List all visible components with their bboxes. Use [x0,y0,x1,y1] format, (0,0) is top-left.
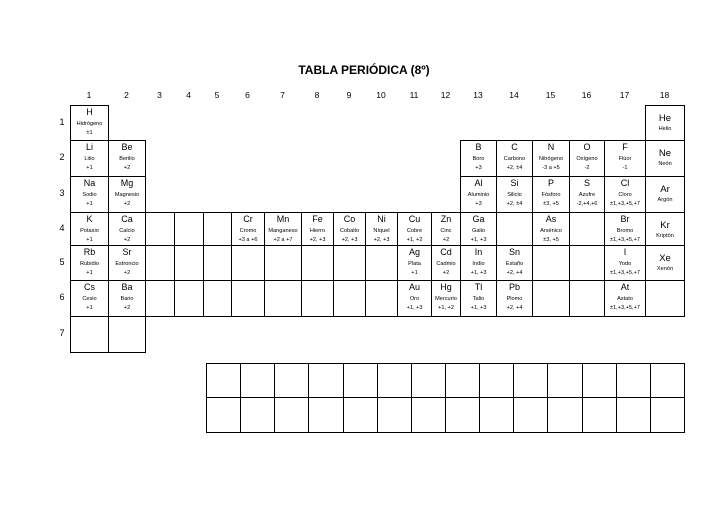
element-name: Yodo [618,261,632,267]
oxidation-states: -3 a +5 [542,165,560,171]
period-number: 4 [59,222,65,233]
element-symbol: N [547,142,555,152]
element-cell [365,280,398,317]
element-symbol: Ba [121,282,133,292]
element-symbol: As [545,214,557,224]
blank-cell [616,363,651,398]
element-name: Bario [120,296,134,302]
element-symbol: Be [121,142,133,152]
element-symbol: Fe [312,214,323,224]
element-cell [108,176,146,213]
element-symbol: Br [620,214,630,224]
oxidation-states: -2 [584,165,590,171]
group-number: 6 [245,90,250,100]
oxidation-states: ±1,+3,+5,+7 [610,270,640,276]
element-cell [604,245,646,281]
element-cell [70,140,109,177]
oxidation-states: +1, +3 [470,237,487,243]
oxidation-states: +1 [86,165,93,171]
group-number: 8 [314,90,320,100]
element-name: Arsénico [540,228,562,234]
element-cell [203,212,232,246]
blank-cell [343,397,378,433]
blank-cell [616,397,651,433]
element-cell [145,212,175,246]
element-name: Azufre [578,192,596,198]
blank-cell [240,397,275,433]
element-cell [333,280,366,317]
oxidation-states: +1 [86,270,93,276]
element-cell [397,245,432,281]
element-name: Plata [408,261,421,267]
element-symbol: Rb [83,247,96,257]
element-cell [569,140,605,177]
element-symbol: Tl [474,282,483,292]
element-name: Plomo [506,296,523,302]
group-number: 9 [346,90,352,100]
oxidation-states: +2 a +7 [273,237,293,243]
oxidation-states: +1 [86,237,93,243]
oxidation-states: +1, +2 [438,305,454,311]
element-symbol: O [583,142,591,152]
oxidation-states: +1, +2 [406,237,423,243]
oxidation-states: +2, +3 [309,237,326,243]
oxidation-states: +2, +4 [506,270,523,276]
element-cell [365,212,398,246]
element-cell [397,280,432,317]
element-cell [645,140,685,177]
oxidation-states: ±1 [86,130,93,136]
blank-cell [411,363,446,398]
element-symbol: Al [474,178,483,188]
element-symbol: P [547,178,554,188]
element-symbol: C [511,142,518,152]
element-cell [301,245,334,281]
oxidation-states: -1 [622,165,628,171]
oxidation-states: +1 [86,305,93,311]
period-number: 1 [59,116,65,127]
element-symbol: S [583,178,590,188]
group-number: 15 [545,90,556,100]
element-symbol: Cs [84,282,95,292]
element-symbol: He [658,113,672,124]
element-cell [569,212,605,246]
element-name: Indio [472,261,485,267]
element-cell [365,245,398,281]
element-cell [203,280,232,317]
oxidation-states: +1 [86,201,93,207]
period-number: 3 [59,188,65,198]
group-number: 2 [124,90,129,100]
element-cell [203,245,232,281]
group-number: 14 [509,90,519,100]
group-number: 10 [376,90,386,100]
blank-cell [479,397,514,433]
element-symbol: Cu [408,214,421,224]
blank-cell [206,363,241,398]
element-cell [264,245,302,281]
element-symbol: Au [408,282,420,292]
group-number: 11 [409,90,419,100]
blank-cell [582,363,617,398]
element-symbol: Si [510,178,519,188]
blank-cell [547,397,582,433]
element-symbol: Zn [440,214,452,224]
group-number: 12 [440,90,451,100]
element-name: Estroncio [115,261,139,267]
element-cell [108,316,146,353]
element-symbol: Ca [121,214,133,224]
period-number: 5 [59,256,65,267]
element-cell [645,212,685,246]
blank-cell [308,397,343,433]
element-cell [569,245,605,281]
element-cell [145,280,175,317]
element-name: Magnesio [114,192,140,198]
element-name: Cesio [82,296,97,302]
group-number: 1 [86,90,92,100]
element-name: Boro [472,156,485,162]
element-symbol: Pb [508,282,520,292]
element-symbol: Na [83,178,96,188]
element-name: Bromo [616,228,634,234]
element-name: Manganeso [268,228,298,234]
element-cell [496,245,533,281]
element-cell [70,212,109,246]
element-cell [70,176,109,213]
element-name: Xenón [656,266,674,272]
element-symbol: Hg [440,282,452,292]
blank-cell [343,363,378,398]
element-cell [231,245,265,281]
element-name: Carbono [503,156,526,162]
group-number: 3 [157,90,162,100]
element-cell [333,212,366,246]
oxidation-states: +2, +3 [341,237,358,243]
element-cell [460,176,497,213]
element-name: Níquel [373,228,390,234]
element-symbol: At [620,282,630,292]
element-name: Sodio [82,192,97,198]
element-name: Cinc [440,228,452,234]
oxidation-states: -2,+4,+6 [576,201,598,207]
blank-cell [377,363,412,398]
oxidation-states: +2, +4 [506,305,523,311]
oxidation-states: +1, +3 [470,305,487,311]
element-symbol: In [474,247,483,257]
element-name: Potasio [80,228,99,234]
element-cell [70,245,109,281]
element-name: Litio [84,156,95,162]
element-cell [108,280,146,317]
element-name: Cobre [406,228,423,234]
group-number: 18 [659,90,670,100]
blank-cell [513,363,548,398]
blank-cell [650,363,685,398]
element-cell [460,245,497,281]
blank-cell [582,397,617,433]
element-cell [397,212,432,246]
element-name: Cobalto [339,228,360,234]
element-cell [70,316,109,353]
element-name: Flúor [618,156,632,162]
blank-cell [445,363,480,398]
element-name: Estaño [505,261,524,267]
oxidation-states: ±1,+3,+5,+7 [610,201,640,207]
element-name: Cadmio [436,261,456,267]
element-symbol: Mn [276,214,290,224]
element-cell [532,280,570,317]
element-symbol: Ni [377,214,386,224]
element-symbol: Ag [408,247,420,257]
element-cell [460,280,497,317]
element-cell [431,212,461,246]
blank-cell [411,397,446,433]
element-cell [431,245,461,281]
element-cell [645,280,685,317]
element-cell [301,280,334,317]
oxidation-states: +3 [475,165,482,171]
group-number: 5 [214,90,220,100]
element-cell [460,140,497,177]
element-name: Silicio [507,192,522,198]
element-symbol: H [86,107,93,117]
oxidation-states: +2 [442,237,450,243]
element-cell [108,140,146,177]
blank-cell [479,363,514,398]
element-cell [70,105,109,141]
element-cell [532,212,570,246]
element-cell [569,280,605,317]
blank-cell [308,363,343,398]
element-symbol: Ne [658,148,672,159]
element-symbol: Cd [440,247,452,257]
element-cell [145,245,175,281]
blank-cell [206,397,241,433]
blank-cell [547,363,582,398]
element-name: Oxígeno [576,156,598,162]
element-cell [264,280,302,317]
oxidation-states: +2 [123,237,131,243]
oxidation-states: ±3, +5 [543,201,559,207]
element-name: Kriptón [656,233,674,239]
element-cell [645,176,685,213]
oxidation-states: +2 [123,305,131,311]
oxidation-states: +2 [123,165,131,171]
blank-cell [240,363,275,398]
element-name: Galio [471,228,486,234]
period-number: 7 [59,328,65,338]
element-symbol: Co [343,214,356,224]
element-cell [174,280,204,317]
element-symbol: I [623,247,627,257]
element-cell [108,212,146,246]
oxidation-states: +1, +3 [470,270,487,276]
oxidation-states: +2, +3 [373,237,390,243]
element-cell [496,176,533,213]
element-cell [496,280,533,317]
element-symbol: Li [85,142,93,152]
element-symbol: B [475,142,482,152]
element-name: Rubidio [80,261,99,267]
element-name: Nitrógeno [538,156,564,162]
element-cell [532,140,570,177]
oxidation-states: +2 [123,270,131,276]
element-symbol: Cl [620,178,630,188]
page-title: TABLA PERIÓDICA (8º) [298,63,430,77]
period-number: 2 [59,152,65,162]
element-cell [604,140,646,177]
group-number: 16 [581,90,592,100]
element-cell [333,245,366,281]
oxidation-states: ±1,+3,+5,+7 [610,305,640,311]
group-number: 13 [473,90,483,100]
element-cell [231,280,265,317]
element-name: Helio [658,126,672,132]
element-cell [645,245,685,281]
element-symbol: K [86,214,93,224]
element-cell [604,212,646,246]
element-cell [645,105,685,141]
element-name: Oro [409,296,420,302]
element-name: Aluminio [467,192,490,198]
group-number: 4 [186,90,191,100]
oxidation-states: +2 [123,201,131,207]
element-name: Hidrógeno [76,121,103,127]
element-cell [604,176,646,213]
element-cell [604,280,646,317]
oxidation-states: +1, +3 [406,305,423,311]
element-cell [496,140,533,177]
element-name: Argón [657,197,673,203]
oxidation-states: +2 [442,270,450,276]
group-number: 7 [280,90,285,100]
oxidation-states: ±3, +5 [543,237,559,243]
oxidation-states: ±1,+3,+5,+7 [610,237,640,243]
oxidation-states: +1 [411,270,418,276]
element-cell [174,245,204,281]
element-name: Cromo [239,228,257,234]
element-name: Mercurio [435,296,457,302]
element-symbol: Kr [660,220,670,231]
element-cell [532,245,570,281]
blank-cell [445,397,480,433]
element-symbol: F [622,142,628,152]
oxidation-states: +3 a +6 [238,237,258,243]
oxidation-states: +2, ±4 [506,201,523,207]
blank-cell [274,363,309,398]
blank-cell [377,397,412,433]
element-cell [496,212,533,246]
element-cell [231,212,265,246]
element-cell [460,212,497,246]
element-cell [569,176,605,213]
element-symbol: Ar [660,184,670,195]
element-name: Berilio [119,156,135,162]
period-number: 6 [59,292,65,302]
element-symbol: Cr [243,214,253,224]
element-name: Cloro [618,192,632,198]
blank-cell [274,397,309,433]
element-cell [174,212,204,246]
element-cell [431,280,461,317]
element-symbol: Sn [508,247,520,257]
element-name: Fósforo [541,192,561,198]
element-name: Calcio [119,228,135,234]
element-name: Hierro [309,228,326,234]
element-symbol: Xe [659,253,671,264]
blank-cell [650,397,685,433]
element-name: Neón [658,161,672,167]
element-cell [108,245,146,281]
element-symbol: Ga [472,214,485,224]
oxidation-states: +3 [475,201,482,207]
element-symbol: Sr [122,247,132,257]
element-cell [264,212,302,246]
element-name: Astato [617,296,633,302]
element-cell [70,280,109,317]
element-cell [301,212,334,246]
group-number: 17 [619,90,630,100]
blank-cell [513,397,548,433]
element-name: Talio [472,296,485,302]
element-symbol: Mg [120,178,134,188]
oxidation-states: +2, ±4 [506,165,523,171]
element-cell [532,176,570,213]
